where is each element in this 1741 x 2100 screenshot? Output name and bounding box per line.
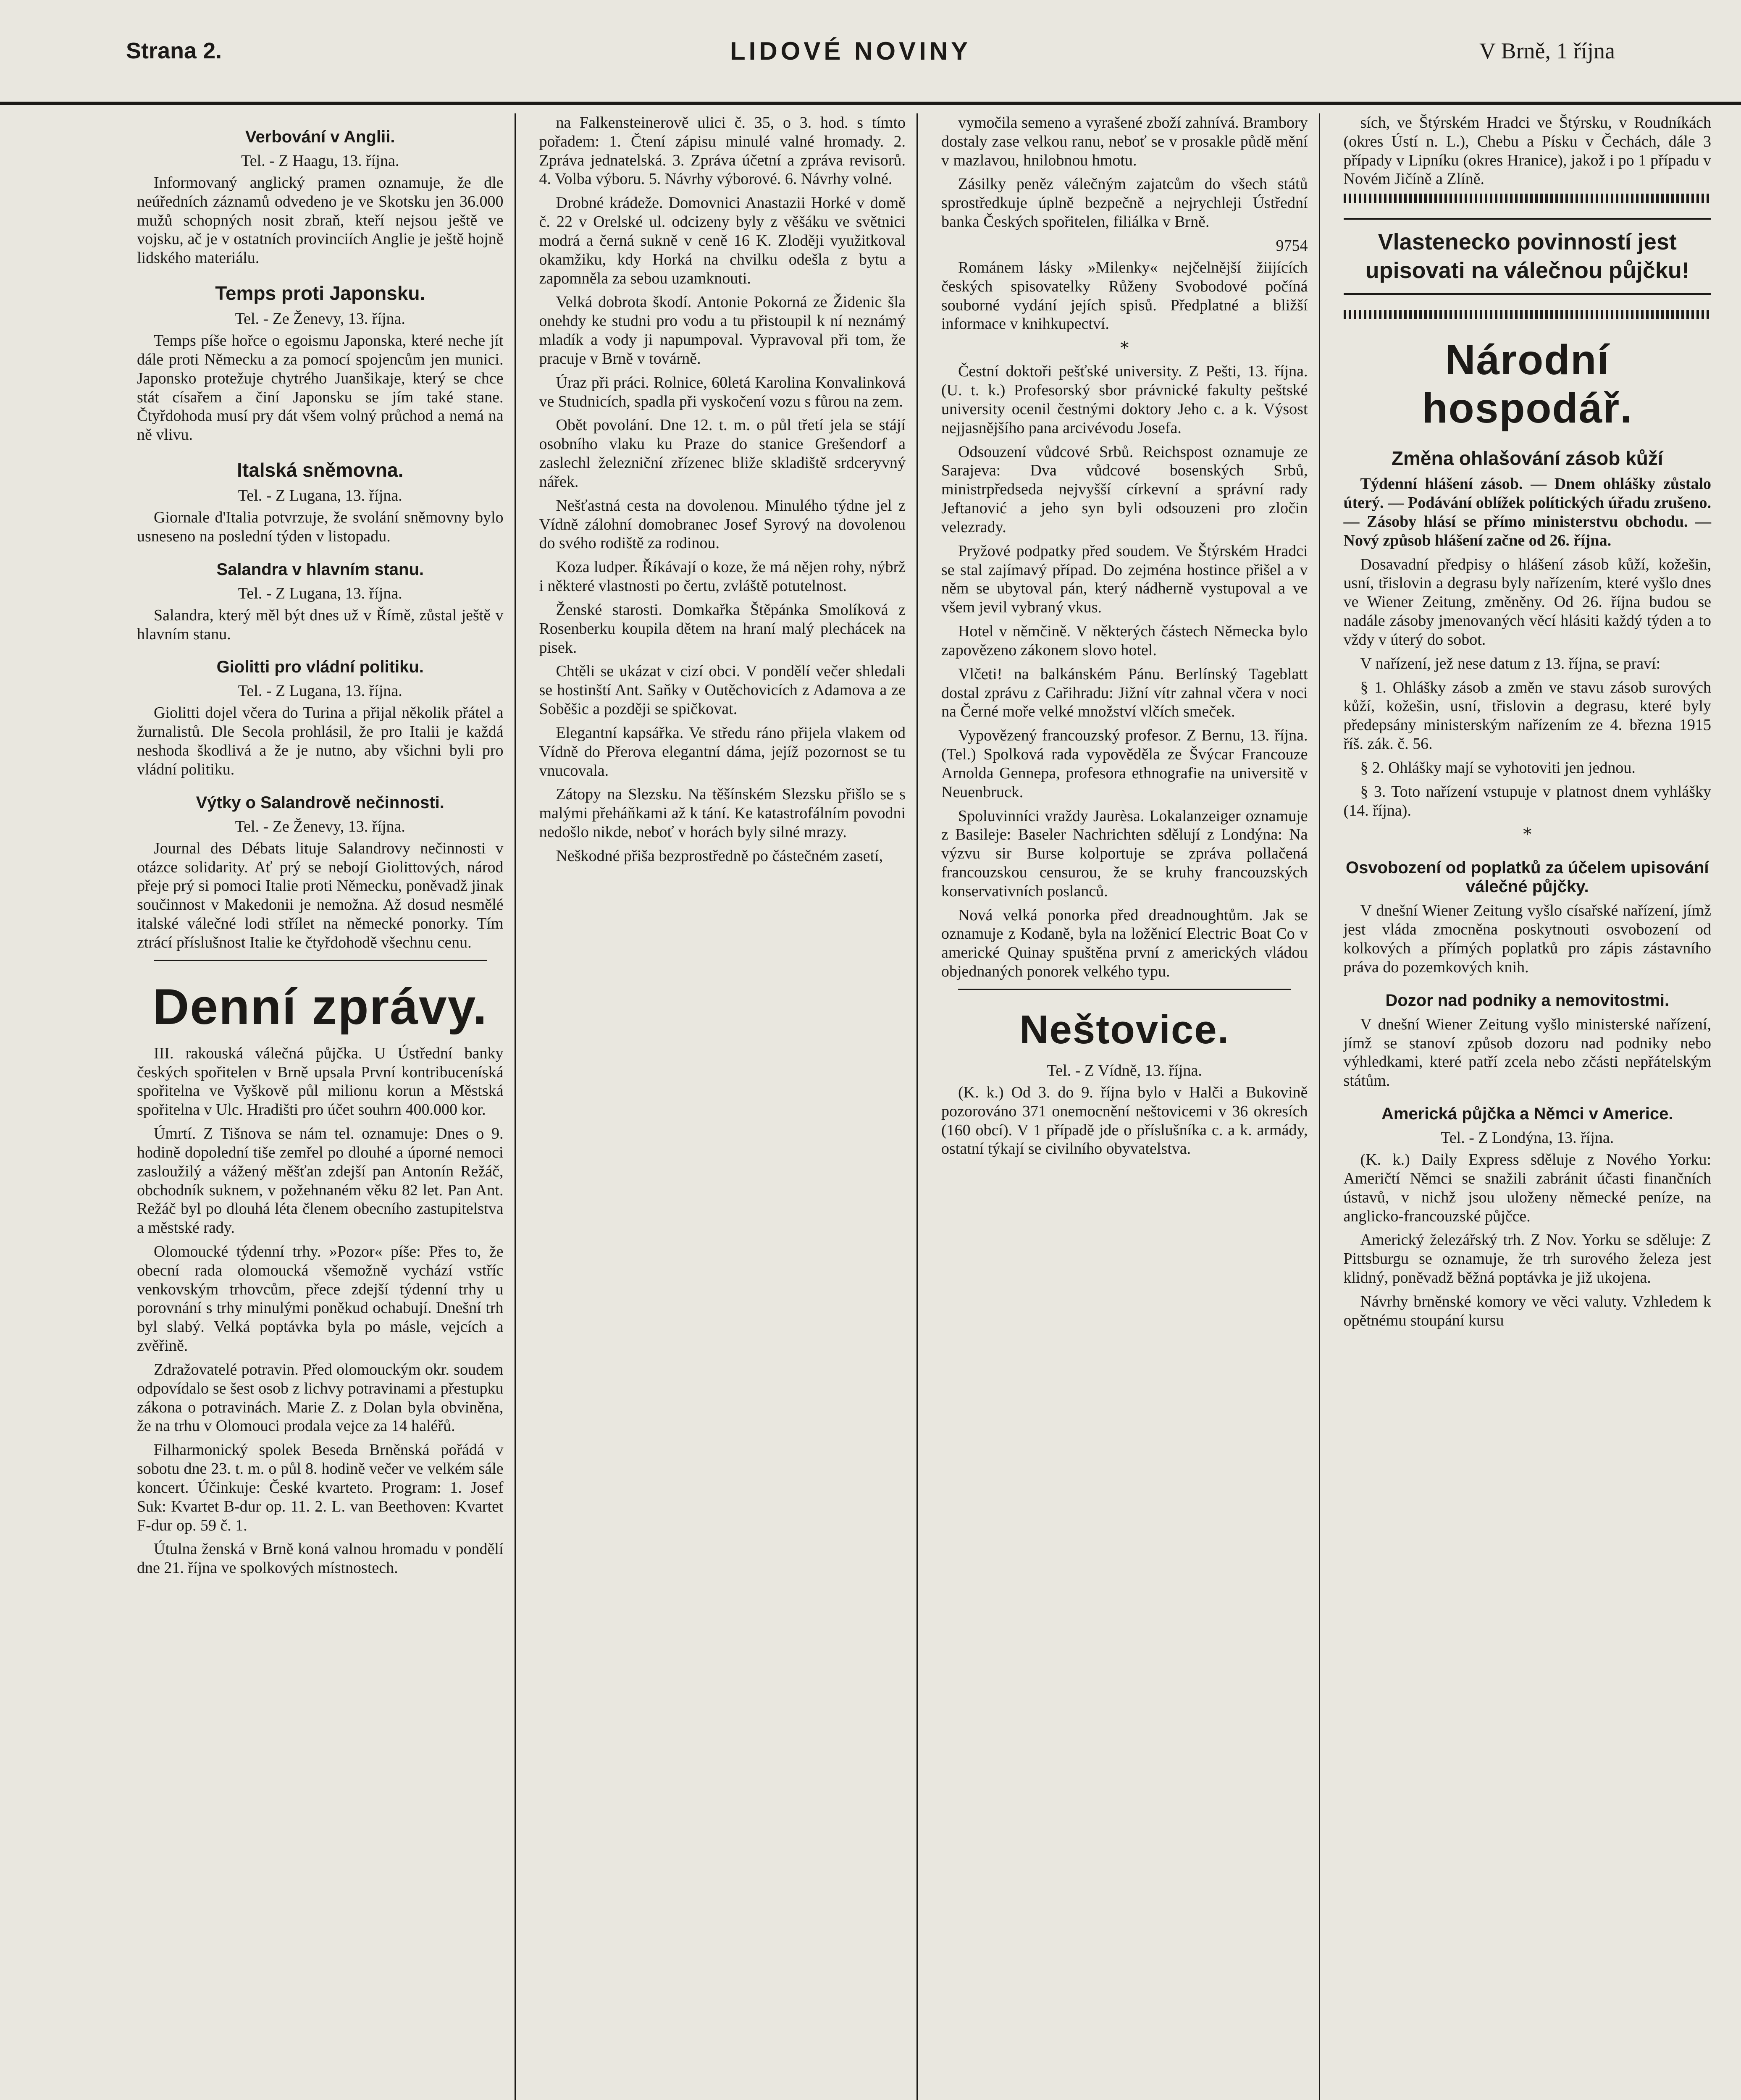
dateline: Tel. - Z Londýna, 13. října.: [1441, 1129, 1614, 1147]
dateline: Tel. - Z Lugana, 13. října.: [238, 682, 402, 700]
decorative-rule: [1344, 194, 1712, 203]
masthead: [0, 0, 1741, 105]
columns: [126, 113, 1722, 2100]
article-text: Neškodné přiša bezprostředně po částečném zasetí,: [556, 847, 883, 865]
headline: Salandra v hlavním stanu.: [216, 560, 424, 579]
column-3: [930, 113, 1320, 2100]
article-text: Americký železářský trh. Z Nov. Yorku se sděluje: Z Pittsburgu se oznamuje, že trh surového železa jest klidný, poněvadž běžná poptávka je již ukojena.: [1343, 1231, 1711, 1286]
article-text: (K. k.) Daily Express sděluje z Nového Yorku: Američtí Němci se snažili zabránit účasti finančních ústavů, v nichž jsou uloženy německé peníze, na anglicko-francouzské půjčce.: [1343, 1151, 1711, 1225]
article-text: vymočila semeno a vyrašené zboží zahnívá. Brambory dostaly zase velkou ranu, neboť se v prosakle půdě mění v mazlavou, hnilobnou hmotu.: [941, 114, 1308, 169]
article-text: Olomoucké týdenní trhy. »Pozor« píše: Přes to, že obecní rada olomoucká všemožně vychází vstříc venkovským trhovcům, přece zdejší týdenní trhy u porovnání s trhy minulými poněkud ochabují. Dnešní trh byl slabý. Velká poptávka byla po másle, vejcích a zvěřině.: [137, 1242, 504, 1355]
article-text: Filharmonický spolek Beseda Brněnská pořádá v sobotu dne 23. t. m. o půl 8. hodině večer ve velkém sále koncert. Účinkuje: České kvarteto. Program: 1. Josef Suk: Kvartet B-dur op. 11. 2. L. van Beethoven: Kvartet F-dur op. 59 č. 1.: [137, 1441, 504, 1534]
article-text: Odsouzení vůdcové Srbů. Reichspost oznamuje ze Sarajeva: Dva vůdcové bosenských Srbů, ministrpředseda nejvyšší církevní a správní rady Jeftanović a jeho syn byli odsouzeni pro zločin velezrady.: [941, 443, 1308, 536]
decorative-rule: [1344, 310, 1712, 319]
article-text: Giornale d'Italia potvrzuje, že svolání sněmovny bylo usneseno na poslední týden v listopadu.: [137, 509, 504, 545]
article-text: V dnešní Wiener Zeitung vyšlo císařské nařízení, jímž jest vláda zmocněna poskytnouti osvobození od kolkových a přímých poplatků pro zápis zástavního práva do pozemkových knih.: [1343, 902, 1711, 976]
article-text: Chtěli se ukázat v cizí obci. V pondělí večer shledali se hostinští Ant. Saňky v Outěchovicích z Adamova a ze Soběšic a později se spičkovat.: [539, 662, 906, 718]
article-text: V dnešní Wiener Zeitung vyšlo ministerské nařízení, jímž se stanoví způsob dozoru nad podniky nebo výhledkami, které patří zcela nebo zčásti nepřátelským státům.: [1343, 1015, 1711, 1090]
column-4: [1333, 113, 1723, 2100]
article-text: Spoluvinníci vraždy Jaurèsa. Lokalanzeiger oznamuje z Basileje: Baseler Nachrichten sdělují z Londýna: Na výzvu sir Burse kolportuje se zpráva pollačená francouzskou censurou, že se kruhy francouzských konservativních poslanců.: [941, 807, 1308, 900]
dateline: Tel. - Ze Ženevy, 13. října.: [235, 310, 405, 328]
dateline: Tel. - Z Vídně, 13. října.: [1047, 1061, 1202, 1079]
divider: [958, 989, 1291, 990]
article-text: (K. k.) Od 3. do 9. října bylo v Halči a Bukovině pozorováno 371 onemocnění neštovicemi v 36 okresích (160 obcí). V 1 případě jde o příslušníka c. a k. armády, ostatní týkají se civilního obyvatelstva.: [941, 1083, 1308, 1158]
article-text: Návrhy brněnské komory ve věci valuty. Vzhledem k opětnému stoupání kursu: [1343, 1292, 1711, 1329]
article-text: Úmrtí. Z Tišnova se nám tel. oznamuje: Dnes o 9. hodině dopolední tiše zemřel po dlouhé a úporné nemoci zasloužilý a vážený měšťan zdejší pan Antonín Režáč, obchodník suknem, v požehnaném věku 82 let. Pan Ant. Režáč byl po dlouhá léta členem obecního zastupitelstva a městské rady.: [137, 1125, 504, 1237]
divider: [154, 960, 487, 961]
newspaper-title: LIDOVÉ NOVINY: [730, 37, 972, 65]
article-text: Vypovězený francouzský profesor. Z Bernu, 13. října. (Tel.) Spolková rada vypověděla ze Švýcar Francouze Arnolda Gennepa, profesora ethnografie na universitě v Neuenbruck.: [941, 727, 1308, 801]
headline: Změna ohlašování zásob kůží: [1391, 447, 1663, 470]
headline: Giolitti pro vládní politiku.: [216, 658, 424, 677]
article-text: sích, ve Štýrském Hradci ve Štýrsku, v Roudníkách (okres Ústí n. L.), Chebu a Písku v Čechách, dále 3 případy v Lipníku (okres Hranice), jakož i po 1 případu v Novém Jičíně a Zlíně.: [1343, 114, 1711, 188]
article-text: § 1. Ohlášky zásob a změn ve stavu zásob surových kůží, kožešin, usní, třislovin a degrasu, které byly předepsány ministerským nařízením ze 4. března 1915 říš. zák. č. 56.: [1343, 678, 1711, 753]
article-text: Nová velká ponorka před dreadnoughtům. Jak se oznamuje z Kodaně, byla na ložěnicí Electric Boat Co v americké Quinay spuštěna první z amerických vládou objednaných ponorek velkého typu.: [941, 906, 1308, 981]
article-text: Nešťastná cesta na dovolenou. Minulého týdne jel z Vídně zálohní domobranec Josef Syrový na dovolenou do svého rodiště za rodinou.: [539, 496, 906, 552]
dateline: Tel. - Z Lugana, 13. října.: [238, 487, 402, 505]
headline: Výtky o Salandrově nečinnosti.: [196, 793, 444, 812]
article-text: Románem lásky »Milenky« nejčelnější žiijících českých spisovatelky Růženy Svobodové počíná souborné vydání jejích spisů. Předplatné a bližší informace v knihkupectví.: [941, 258, 1308, 333]
article-text: § 2. Ohlášky mají se vyhotoviti jen jednou.: [1360, 759, 1636, 777]
headline: Verbování v Anglii.: [245, 128, 395, 146]
headline: Osvobození od poplatků za účelem upisování válečné půjčky.: [1345, 858, 1709, 896]
article-text: Pryžové podpatky před soudem. Ve Štýrském Hradci se stal zajímavý případ. Do zejména hostince přišel a v něm se ubytoval pán, který nádherně vystupoval a ve všem jevil vybraný vkus.: [941, 542, 1308, 617]
star-separator-icon: *: [1120, 339, 1129, 358]
patriotic-appeal-box: Vlastenecko povinností jest upisovati na válečnou půjčku!: [1344, 218, 1712, 295]
article-text: Temps píše hořce o egoismu Japonska, které neche jít dále proti Německu a za pomocí spojencům jen munici. Japonsko protežuje chytrého Juanšikaje, který se chce stát císařem a činí Japonsku se jím také stane. Čtyřdohoda musí pry dát všem volný průchod a nemá na ně vlivu.: [137, 332, 504, 444]
article-text: Zátopy na Slezsku. Na těšínském Slezsku přišlo se s malými přeháňkami až k tání. Ke katastrofálním povodni nedošlo nikde, neboť v horách byly silné mrazy.: [539, 785, 906, 841]
article-text: Velká dobrota škodí. Antonie Pokorná ze Židenic šla onehdy ke studni pro vodu a tu přistoupil k ní neznámý mladík a vody ji napumpoval. Vypravoval při tom, že pracuje v Brně v továrně.: [539, 293, 906, 368]
dateline: Tel. - Z Haagu, 13. října.: [241, 152, 399, 170]
article-text: Vlčeti! na balkánském Pánu. Berlínský Tageblatt dostal zprávu z Cařihradu: Jižní vítr zahnal včera v noci na Černé moře velké množství vlčích smeček.: [941, 665, 1308, 721]
article-summary: Týdenní hlášení zásob. — Dnem ohlášky zůstalo úterý. — Podávání oblížek polítických úřadu zrušeno. — Zásoby hlásí se přímo ministerstvu obchodu. — Nový způsob hlášení začne od 26. října.: [1343, 475, 1711, 549]
ad-number: 9754: [1276, 236, 1308, 255]
article-text: Útulna ženská v Brně koná valnou hromadu v pondělí dne 21. října ve spolkových místnostech.: [137, 1540, 504, 1577]
article-text: Koza ludper. Říkávají o koze, že má nějen rohy, nýbrž i některé vlastnosti po čertu, zvláště potutelnost.: [539, 558, 906, 595]
article-text: V nařízení, jež nese datum z 13. října, se praví:: [1360, 654, 1661, 672]
article-text: Úraz při práci. Rolnice, 60letá Karolina Konvalinková ve Studnicích, spadla při vyskočení vozu s fůrou na zem.: [539, 373, 906, 410]
article-text: Zdražovatelé potravin. Před olomouckým okr. soudem odpovídalo se šest osob z lichvy potravinami a přestupku zákona o potravinách. Marie Z. z Dolan byla obviněna, že na trhu v Olomouci prodala vejce za 14 haléřů.: [137, 1360, 504, 1435]
section-title: Neštovice.: [1019, 1007, 1230, 1052]
article-text: Elegantní kapsářka. Ve středu ráno přijela vlakem od Vídně do Přerova elegantní dáma, jejíž pozornost se tu vnucovala.: [539, 724, 906, 780]
section-title: Denní zprávy.: [152, 978, 488, 1035]
article-text: Ženské starosti. Domkařka Štěpánka Smolíková z Rosenberku koupila dětem na hraní malý plechácek na pisek.: [539, 601, 906, 656]
article-text: na Falkensteinerově ulici č. 35, o 3. hod. s tímto pořadem: 1. Čtení zápisu minulé valné hromady. 2. Zpráva jednatelská. 3. Zpráva účetní a zpráva revisorů. 4. Volba výboru. 5. Návrhy výborové. 6. Návrhy volné.: [539, 114, 906, 188]
headline: Italská sněmovna.: [237, 459, 404, 481]
issue-date: V Brně, 1 října: [1479, 38, 1615, 63]
dateline: Tel. - Z Lugana, 13. října.: [238, 584, 402, 602]
headline: Americká půjčka a Němci v Americe.: [1381, 1105, 1673, 1124]
article-text: III. rakouská válečná půjčka. U Ústřední banky českých spořitelen v Brně upsala První kontribuceníská spořitelna ve Vyškově půl milionu korun a Městská spořitelna v Ulc. Hradišti pro účet souhrn 400.000 kor.: [137, 1044, 504, 1119]
headline: Temps proti Japonsku.: [215, 282, 425, 304]
article-text: Čestní doktoři pešťské university. Z Pešti, 13. října. (U. t. k.) Profesorský sbor právnické fakulty peštské university ocenil čestnými doktory Jeho c. a k. Výsost nejjasnějšího pana arcivévodu Josefa.: [941, 362, 1308, 437]
dateline: Tel. - Ze Ženevy, 13. října.: [235, 817, 405, 835]
article-text: Salandra, který měl být dnes už v Římě, zůstal ještě v hlavním stanu.: [137, 606, 504, 643]
article-text: Giolitti dojel včera do Turina a přijal několik přátel a žurnalistů. Dle Secola prohlásil, že pro Italii je každá neshoda škodlivá a že je nutno, aby všichni byli pro vládní politiku.: [137, 704, 504, 778]
article-text: § 3. Toto nařízení vstupuje v platnost dnem vyhlášky (14. října).: [1343, 782, 1711, 819]
article-text: Informovaný anglický pramen oznamuje, že dle neúředních záznamů odvedeno je ve Skotsku jen 36.000 mužů schopných nosit zbraň, kteří nejsou ještě ve vojsku, ač je v ostatních provinciích Anglie je ještě hojně lidského materiálu.: [137, 174, 504, 267]
article-text: Drobné krádeže. Domovnici Anastazii Horké v domě č. 22 v Orelské ul. odcizeny byly z věšáku ve světnici modrá a černá sukně v ceně 16 K. Zloději využitkoval okamžiku, kdy Horká na chvilku odešla z bytu a zapomněla za sebou uzamknouti.: [539, 194, 906, 287]
article-text: Dosavadní předpisy o hlášení zásob kůží, kožešin, usní, třislovin a degrasu byly nařízením, které vyšlo dnes ve Wiener Zeitung, změněny. Od 26. října budou se nadále zásoby jmenovaných věcí hlásiti každý týden a to vždy v úterý do sobot.: [1343, 555, 1711, 648]
page-number: Strana 2.: [126, 38, 222, 63]
column-1: [126, 113, 516, 2100]
article-text: Zásilky peněz válečným zajatcům do všech států sprostředkuje úplně bezpečně a nejrychleji Ústřední banka Českých spořitelen, filiálka v Brně.: [941, 175, 1308, 231]
headline: Dozor nad podniky a nemovitostmi.: [1385, 991, 1670, 1010]
article-text: Obět povolání. Dne 12. t. m. o půl třetí jela se stájí osobního vlaku ku Praze do stanice Grešendorf a zaslechl železniční zřízenec bliže skladiště srdceryvný nářek.: [539, 416, 906, 491]
article-text: Journal des Débats lituje Salandrovy nečinnosti v otázce solidarity. Ať prý se nebojí Giolittových, národ přeje prý si pomoci Italie proti Německu, poněvadž jinak součinnost v Makedonii je nemožna. Až dosud nesmělé italské válečné lodi střílet na německé ponorky. Tím ztrácí příslušnost Italie ke čtyřdohodě všechnu cenu.: [137, 839, 504, 951]
column-2: [528, 113, 918, 2100]
star-separator-icon: *: [1523, 825, 1532, 845]
article-text: Hotel v němčině. V některých částech Německa bylo zapovězeno zákonem slovo hotel.: [941, 622, 1308, 659]
section-title: Národní hospodář.: [1422, 336, 1633, 432]
